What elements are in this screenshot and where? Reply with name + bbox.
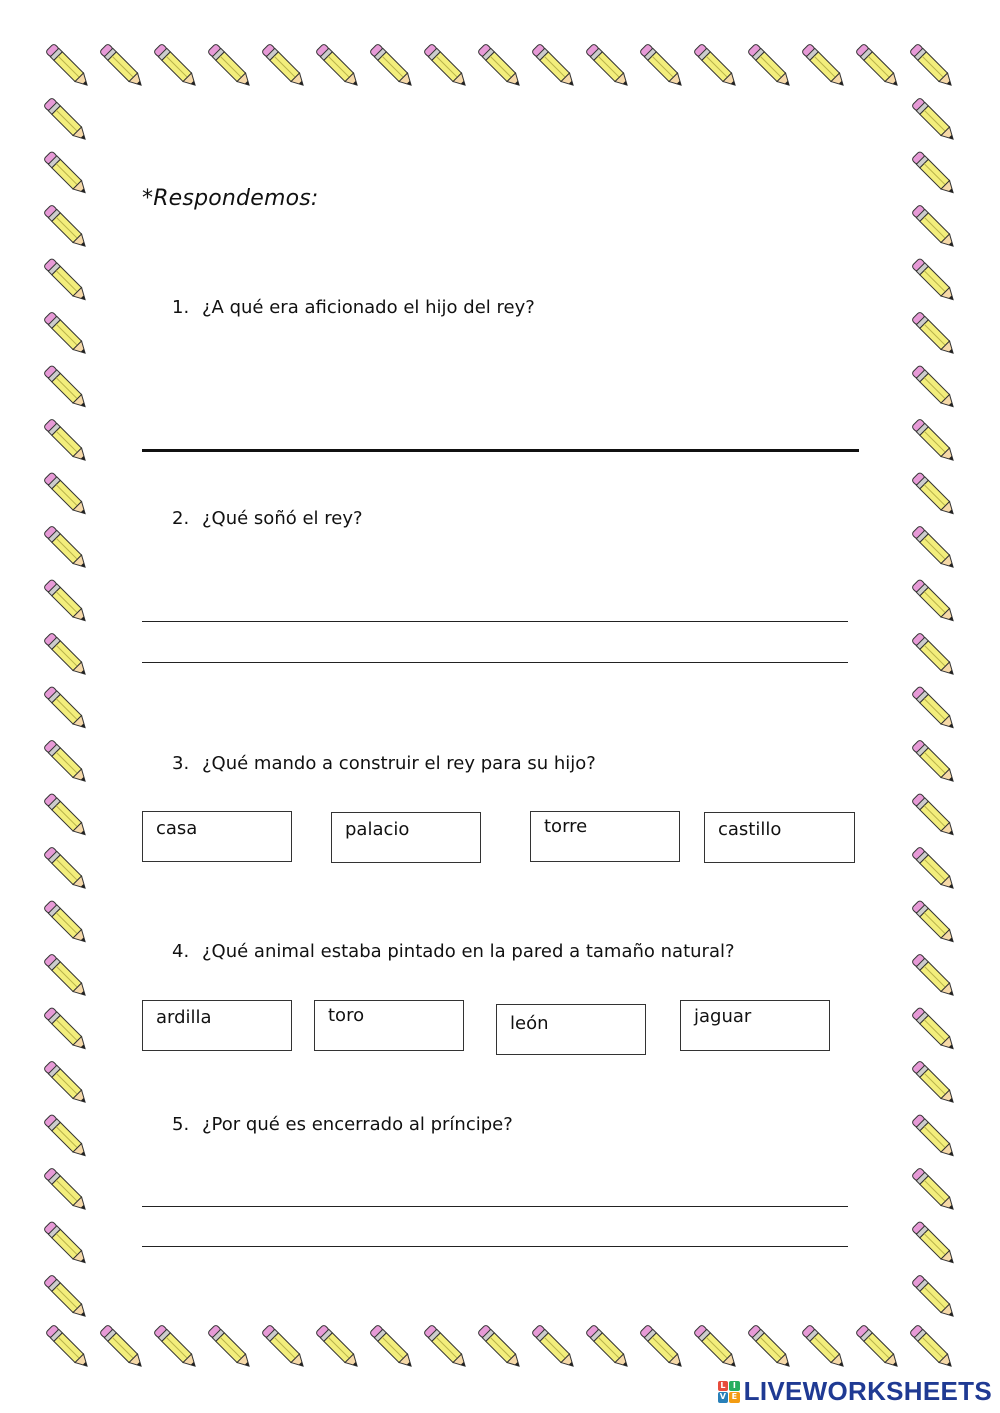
question-1 xyxy=(172,297,535,318)
pencil-icon xyxy=(911,793,957,839)
pencil-icon xyxy=(99,1324,145,1370)
question-text: ¿A qué era aficionado el hijo del rey? xyxy=(202,297,535,318)
watermark xyxy=(718,1376,992,1407)
pencil-icon xyxy=(43,1114,89,1160)
pencil-icon xyxy=(911,1221,957,1267)
pencil-icon xyxy=(153,1324,199,1370)
question-number: 4. xyxy=(172,941,190,962)
pencil-icon xyxy=(911,472,957,518)
question-number: 5. xyxy=(172,1114,190,1135)
pencil-icon xyxy=(43,1007,89,1053)
question-4 xyxy=(172,941,735,962)
pencil-icon xyxy=(43,418,89,464)
pencil-icon xyxy=(43,739,89,785)
pencil-icon xyxy=(315,43,361,89)
question-text: ¿Qué soñó el rey? xyxy=(202,508,363,529)
answer-line-2a[interactable] xyxy=(142,621,848,622)
pencil-icon xyxy=(801,43,847,89)
pencil-icon xyxy=(477,43,523,89)
pencil-icon xyxy=(693,43,739,89)
pencil-icon xyxy=(423,1324,469,1370)
pencil-icon xyxy=(911,1114,957,1160)
pencil-icon xyxy=(43,686,89,732)
pencil-icon xyxy=(43,151,89,197)
option-casa[interactable]: casa xyxy=(142,811,292,862)
pencil-icon xyxy=(855,1324,901,1370)
pencil-icon xyxy=(911,365,957,411)
pencil-icon xyxy=(261,43,307,89)
pencil-icon xyxy=(911,1274,957,1320)
question-text: ¿Por qué es encerrado al príncipe? xyxy=(202,1114,513,1135)
option-leon[interactable]: león xyxy=(496,1004,646,1055)
page-title: *Respondemos: xyxy=(142,186,319,211)
answer-line-2b[interactable] xyxy=(142,662,848,663)
pencil-icon xyxy=(43,900,89,946)
pencil-icon xyxy=(43,472,89,518)
pencil-icon xyxy=(911,311,957,357)
pencil-icon xyxy=(315,1324,361,1370)
pencil-icon xyxy=(911,204,957,250)
option-castillo[interactable]: castillo xyxy=(704,812,855,863)
pencil-icon xyxy=(585,1324,631,1370)
pencil-icon xyxy=(207,1324,253,1370)
pencil-icon xyxy=(585,43,631,89)
option-toro[interactable]: toro xyxy=(314,1000,464,1051)
pencil-icon xyxy=(801,1324,847,1370)
pencil-icon xyxy=(911,739,957,785)
pencil-icon xyxy=(911,632,957,678)
option-ardilla[interactable]: ardilla xyxy=(142,1000,292,1051)
pencil-icon xyxy=(911,953,957,999)
pencil-icon xyxy=(423,43,469,89)
answer-line-5a[interactable] xyxy=(142,1206,848,1207)
pencil-icon xyxy=(909,43,955,89)
pencil-icon xyxy=(43,204,89,250)
pencil-icon xyxy=(45,1324,91,1370)
pencil-icon xyxy=(693,1324,739,1370)
pencil-icon xyxy=(43,1060,89,1106)
pencil-icon xyxy=(911,900,957,946)
pencil-icon xyxy=(43,632,89,678)
pencil-icon xyxy=(747,43,793,89)
pencil-icon xyxy=(911,1060,957,1106)
pencil-icon xyxy=(45,43,91,89)
pencil-icon xyxy=(43,953,89,999)
question-number: 1. xyxy=(172,297,190,318)
question-2 xyxy=(172,508,363,529)
pencil-icon xyxy=(531,43,577,89)
question-3 xyxy=(172,753,596,774)
pencil-icon xyxy=(43,525,89,571)
pencil-icon xyxy=(911,525,957,571)
pencil-icon xyxy=(855,43,901,89)
pencil-icon xyxy=(43,1167,89,1213)
liveworksheets-logo-icon: L I V E xyxy=(718,1381,740,1403)
pencil-icon xyxy=(911,97,957,143)
pencil-icon xyxy=(153,43,199,89)
pencil-icon xyxy=(43,1274,89,1320)
question-number: 2. xyxy=(172,508,190,529)
pencil-icon xyxy=(369,43,415,89)
pencil-icon xyxy=(747,1324,793,1370)
pencil-icon xyxy=(207,43,253,89)
pencil-icon xyxy=(909,1324,955,1370)
answer-line-5b[interactable] xyxy=(142,1246,848,1247)
pencil-icon xyxy=(43,258,89,304)
question-number: 3. xyxy=(172,753,190,774)
question-5 xyxy=(172,1114,513,1135)
answer-line-1[interactable] xyxy=(142,449,859,452)
pencil-icon xyxy=(369,1324,415,1370)
option-palacio[interactable]: palacio xyxy=(331,812,481,863)
pencil-icon xyxy=(43,311,89,357)
pencil-icon xyxy=(43,97,89,143)
pencil-icon xyxy=(911,846,957,892)
pencil-icon xyxy=(43,1221,89,1267)
pencil-icon xyxy=(911,258,957,304)
pencil-icon xyxy=(99,43,145,89)
pencil-icon xyxy=(261,1324,307,1370)
question-text: ¿Qué animal estaba pintado en la pared a tamaño natural? xyxy=(202,941,735,962)
option-jaguar[interactable]: jaguar xyxy=(680,1000,830,1051)
pencil-icon xyxy=(911,151,957,197)
question-text: ¿Qué mando a construir el rey para su hijo? xyxy=(202,753,596,774)
pencil-icon xyxy=(43,846,89,892)
pencil-icon xyxy=(43,793,89,839)
pencil-icon xyxy=(911,1007,957,1053)
pencil-icon xyxy=(911,1167,957,1213)
pencil-icon xyxy=(639,43,685,89)
pencil-icon xyxy=(911,418,957,464)
pencil-icon xyxy=(477,1324,523,1370)
watermark-text: LIVEWORKSHEETS xyxy=(743,1376,992,1406)
pencil-icon xyxy=(43,579,89,625)
pencil-icon xyxy=(43,365,89,411)
pencil-icon xyxy=(639,1324,685,1370)
option-torre[interactable]: torre xyxy=(530,811,680,862)
pencil-icon xyxy=(911,686,957,732)
pencil-icon xyxy=(531,1324,577,1370)
pencil-icon xyxy=(911,579,957,625)
